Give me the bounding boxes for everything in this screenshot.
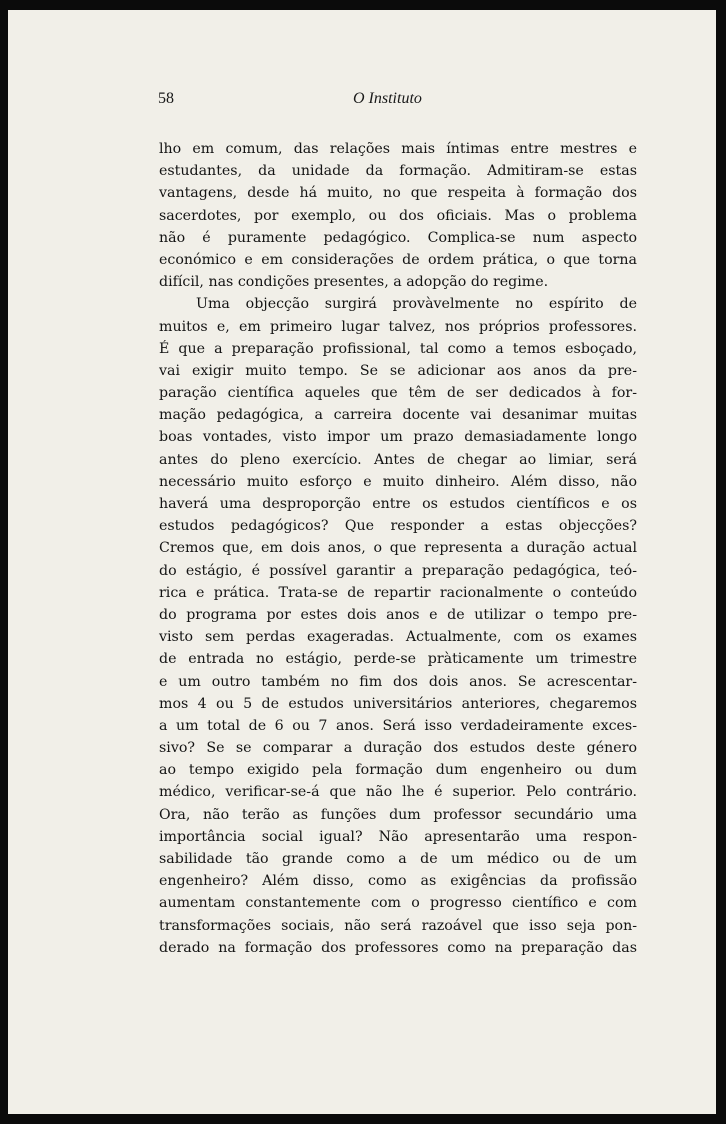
text-line: médico, verificar-se-á que não lhe é superior. Pelo contrário. bbox=[159, 784, 637, 801]
text-line: transformações sociais, não será razoável que isso seja pon- bbox=[159, 917, 637, 934]
text-line: Cremos que, em dois anos, o que representa a duração actual bbox=[159, 540, 637, 557]
text-line: muitos e, em primeiro lugar talvez, nos próprios professores. bbox=[159, 318, 637, 335]
text-line: engenheiro? Além disso, como as exigências da profissão bbox=[159, 873, 637, 890]
text-line: a um total de 6 ou 7 anos. Será isso verdadeiramente exces- bbox=[159, 717, 637, 734]
text-line: estudantes, da unidade da formação. Admitiram-se estas bbox=[159, 163, 637, 180]
text-line: rica e prática. Trata-se de repartir racionalmente o conteúdo bbox=[159, 584, 637, 601]
text-line: Ora, não terão as funções dum professor secundário uma bbox=[159, 806, 637, 823]
text-line: vantagens, desde há muito, no que respeita à formação dos bbox=[159, 185, 637, 202]
page-number: 58 bbox=[158, 90, 174, 107]
running-title: O Instituto bbox=[353, 90, 422, 107]
text-line: necessário muito esforço e muito dinheiro. Além disso, não bbox=[159, 473, 637, 490]
body-text bbox=[159, 138, 637, 959]
text-line: Uma objecção surgirá provàvelmente no espírito de bbox=[196, 296, 637, 313]
text-line: importância social igual? Não apresentarão uma respon- bbox=[159, 828, 637, 845]
text-line: antes do pleno exercício. Antes de chegar ao limiar, será bbox=[159, 451, 637, 468]
text-line: difícil, nas condições presentes, a adopção do regime. bbox=[159, 274, 549, 291]
page-header bbox=[158, 90, 634, 114]
text-line: estudos pedagógicos? Que responder a estas objecções? bbox=[159, 518, 637, 535]
text-line: sivo? Se se comparar a duração dos estudos deste género bbox=[159, 740, 637, 757]
text-line: de entrada no estágio, perde-se pràticamente um trimestre bbox=[159, 651, 637, 668]
text-line: É que a preparação profissional, tal como a temos esboçado, bbox=[159, 340, 637, 357]
book-page bbox=[8, 10, 716, 1114]
text-line: do programa por estes dois anos e de utilizar o tempo pre- bbox=[159, 606, 637, 623]
text-line: do estágio, é possível garantir a preparação pedagógica, teó- bbox=[159, 562, 637, 579]
text-line: haverá uma desproporção entre os estudos científicos e os bbox=[159, 496, 637, 512]
text-line: não é puramente pedagógico. Complica-se num aspecto bbox=[159, 229, 637, 246]
text-line: mação pedagógica, a carreira docente vai desanimar muitas bbox=[159, 407, 637, 424]
text-line: vai exigir muito tempo. Se se adicionar aos anos da pre- bbox=[159, 362, 637, 379]
text-line: lho em comum, das relações mais íntimas entre mestres e bbox=[159, 141, 637, 157]
text-line: mos 4 ou 5 de estudos universitários anteriores, chegaremos bbox=[159, 695, 637, 712]
text-line: boas vontades, visto impor um prazo demasiadamente longo bbox=[159, 429, 637, 446]
text-line: derado na formação dos professores como na preparação das bbox=[159, 939, 637, 956]
text-line: aumentam constantemente com o progresso científico e com bbox=[159, 895, 637, 912]
text-line: ao tempo exigido pela formação dum engenheiro ou dum bbox=[159, 762, 637, 779]
text-line: e um outro também no fim dos dois anos. Se acrescentar- bbox=[159, 673, 637, 690]
text-line: sabilidade tão grande como a de um médico ou de um bbox=[159, 851, 637, 867]
text-line: sacerdotes, por exemplo, ou dos oficiais. Mas o problema bbox=[159, 207, 637, 224]
text-line: visto sem perdas exageradas. Actualmente, com os exames bbox=[159, 629, 637, 646]
text-line: paração científica aqueles que têm de ser dedicados à for- bbox=[159, 385, 637, 402]
text-line: económico e em considerações de ordem prática, o que torna bbox=[159, 251, 637, 268]
